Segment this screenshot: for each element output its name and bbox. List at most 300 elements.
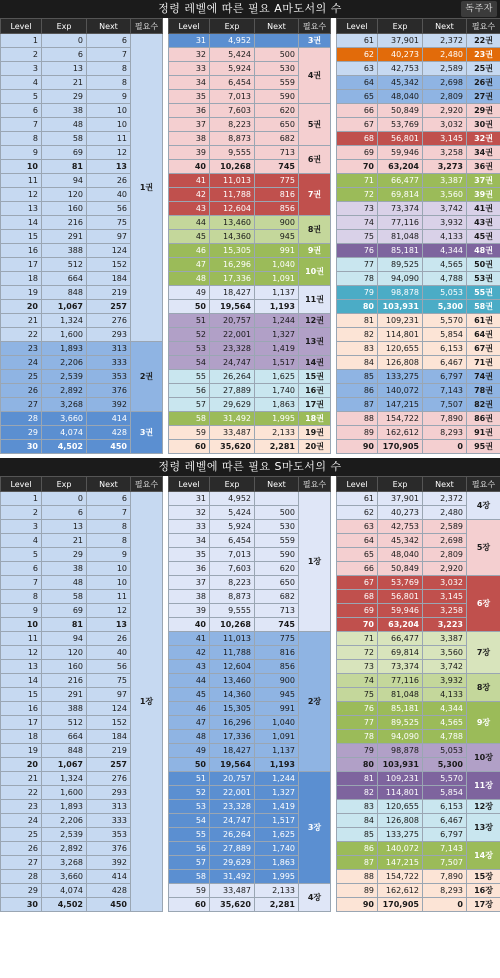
exp-cell: 160	[42, 660, 87, 674]
level-cell: 38	[169, 590, 210, 604]
next-cell: 276	[87, 314, 131, 328]
next-cell: 8	[87, 76, 131, 90]
exp-cell: 18,427	[210, 744, 255, 758]
next-cell: 10	[87, 576, 131, 590]
exp-cell: 2,539	[42, 828, 87, 842]
exp-cell: 94,090	[378, 730, 423, 744]
exp-cell: 1,600	[42, 328, 87, 342]
level-cell: 51	[169, 772, 210, 786]
level-cell: 7	[1, 118, 42, 132]
exp-cell: 23,328	[210, 800, 255, 814]
column-header: 필요수	[467, 19, 500, 34]
required-count-cell: 14권	[299, 356, 331, 370]
level-cell: 27	[1, 398, 42, 412]
exp-cell: 6	[42, 506, 87, 520]
next-cell: 26	[87, 174, 131, 188]
required-count-cell: 5권	[299, 104, 331, 146]
level-cell: 57	[169, 856, 210, 870]
next-cell: 1,091	[255, 730, 299, 744]
table-row	[1, 384, 500, 398]
next-cell: 219	[87, 286, 131, 300]
exp-cell: 5,924	[210, 520, 255, 534]
next-cell: 500	[255, 506, 299, 520]
next-cell: 40	[87, 646, 131, 660]
next-cell: 293	[87, 328, 131, 342]
level-cell: 89	[337, 884, 378, 898]
level-cell: 51	[169, 314, 210, 328]
level-cell: 10	[1, 618, 42, 632]
level-cell: 50	[169, 758, 210, 772]
exp-cell: 9,555	[210, 604, 255, 618]
exp-cell: 15,305	[210, 244, 255, 258]
required-count-cell: 1권	[131, 34, 163, 342]
exp-cell: 59,946	[378, 604, 423, 618]
exp-cell: 38	[42, 562, 87, 576]
exp-cell: 154,722	[378, 870, 423, 884]
level-cell: 30	[1, 898, 42, 912]
exp-cell: 147,215	[378, 398, 423, 412]
next-cell: 856	[255, 660, 299, 674]
level-cell: 65	[337, 548, 378, 562]
required-count-cell: 3장	[299, 772, 331, 884]
level-cell: 81	[337, 314, 378, 328]
level-cell: 9	[1, 604, 42, 618]
next-cell	[255, 492, 299, 506]
level-cell: 74	[337, 216, 378, 230]
exp-cell: 15,305	[210, 702, 255, 716]
required-count-cell: 58권	[467, 300, 500, 314]
table-row	[1, 174, 500, 188]
exp-cell: 29	[42, 548, 87, 562]
level-cell: 15	[1, 688, 42, 702]
level-cell: 62	[337, 506, 378, 520]
level-cell: 8	[1, 590, 42, 604]
next-cell: 900	[255, 674, 299, 688]
required-count-cell: 45권	[467, 230, 500, 244]
table-row	[1, 604, 500, 618]
exp-cell: 12,604	[210, 660, 255, 674]
next-cell: 1,740	[255, 842, 299, 856]
level-cell: 82	[337, 786, 378, 800]
exp-cell: 11,788	[210, 188, 255, 202]
level-cell: 49	[169, 286, 210, 300]
next-cell: 3,273	[423, 160, 467, 174]
exp-cell: 126,808	[378, 356, 423, 370]
column-header: Next	[87, 477, 131, 492]
exp-cell: 77,116	[378, 216, 423, 230]
next-cell: 1,137	[255, 744, 299, 758]
level-cell: 60	[169, 898, 210, 912]
next-cell: 56	[87, 660, 131, 674]
exp-cell: 8,223	[210, 118, 255, 132]
next-cell: 6	[87, 492, 131, 506]
level-cell: 54	[169, 814, 210, 828]
exp-cell: 22,001	[210, 786, 255, 800]
level-cell: 3	[1, 62, 42, 76]
level-cell: 3	[1, 520, 42, 534]
section-s	[0, 458, 500, 912]
next-cell: 428	[87, 426, 131, 440]
level-cell: 90	[337, 898, 378, 912]
exp-cell: 38	[42, 104, 87, 118]
table-row	[1, 286, 500, 300]
exp-cell: 291	[42, 688, 87, 702]
exp-cell: 3,268	[42, 398, 87, 412]
next-cell: 620	[255, 562, 299, 576]
next-cell: 2,133	[255, 426, 299, 440]
required-count-cell: 71권	[467, 356, 500, 370]
next-cell: 2,698	[423, 76, 467, 90]
next-cell: 682	[255, 132, 299, 146]
next-cell: 1,091	[255, 272, 299, 286]
required-count-cell: 22권	[467, 34, 500, 48]
next-cell: 816	[255, 188, 299, 202]
level-cell: 79	[337, 286, 378, 300]
exp-cell: 81	[42, 160, 87, 174]
table-row	[1, 674, 500, 688]
level-cell: 72	[337, 188, 378, 202]
exp-cell: 69	[42, 604, 87, 618]
next-cell: 392	[87, 856, 131, 870]
table-row	[1, 426, 500, 440]
level-cell: 56	[169, 384, 210, 398]
table-row	[1, 758, 500, 772]
section-a-title	[0, 0, 500, 18]
next-cell: 9	[87, 548, 131, 562]
level-cell: 71	[337, 632, 378, 646]
next-cell: 4,133	[423, 688, 467, 702]
table-row	[1, 884, 500, 898]
exp-cell: 14,360	[210, 688, 255, 702]
next-cell: 2,480	[423, 48, 467, 62]
level-cell: 6	[1, 562, 42, 576]
next-cell: 559	[255, 534, 299, 548]
table-row	[1, 48, 500, 62]
level-cell: 68	[337, 132, 378, 146]
required-count-cell: 34권	[467, 146, 500, 160]
level-cell: 25	[1, 370, 42, 384]
exp-cell: 2,206	[42, 814, 87, 828]
next-cell: 3,032	[423, 576, 467, 590]
exp-cell: 109,231	[378, 314, 423, 328]
exp-cell: 45,342	[378, 76, 423, 90]
level-cell: 67	[337, 118, 378, 132]
exp-cell: 216	[42, 674, 87, 688]
exp-cell: 19,564	[210, 300, 255, 314]
table-row	[1, 132, 500, 146]
level-cell: 77	[337, 258, 378, 272]
next-cell: 11	[87, 132, 131, 146]
required-count-cell: 10장	[467, 744, 500, 772]
level-cell: 80	[337, 300, 378, 314]
next-cell: 3,560	[423, 188, 467, 202]
level-cell: 64	[337, 76, 378, 90]
exp-cell: 160	[42, 202, 87, 216]
exp-cell: 1,067	[42, 300, 87, 314]
level-cell: 9	[1, 146, 42, 160]
column-header: Level	[1, 19, 42, 34]
next-cell: 4,344	[423, 702, 467, 716]
exp-cell: 27,889	[210, 842, 255, 856]
required-count-cell: 9권	[299, 244, 331, 258]
column-header: Next	[255, 477, 299, 492]
exp-cell: 89,525	[378, 258, 423, 272]
next-cell: 1,193	[255, 758, 299, 772]
next-cell: 276	[87, 772, 131, 786]
required-count-cell: 27권	[467, 90, 500, 104]
level-cell: 45	[169, 688, 210, 702]
required-count-cell: 26권	[467, 76, 500, 90]
next-cell: 56	[87, 202, 131, 216]
next-cell: 11	[87, 590, 131, 604]
exp-cell: 140,072	[378, 842, 423, 856]
exp-cell: 16,296	[210, 716, 255, 730]
column-header: 필요수	[299, 477, 331, 492]
next-cell: 353	[87, 828, 131, 842]
next-cell: 8,293	[423, 884, 467, 898]
table-a	[0, 18, 500, 454]
level-cell: 8	[1, 132, 42, 146]
level-cell: 23	[1, 342, 42, 356]
exp-cell: 53,769	[378, 118, 423, 132]
next-cell: 428	[87, 884, 131, 898]
level-cell: 88	[337, 412, 378, 426]
next-cell: 376	[87, 384, 131, 398]
next-cell: 75	[87, 216, 131, 230]
table-row	[1, 814, 500, 828]
required-count-cell: 50권	[467, 258, 500, 272]
level-cell: 83	[337, 342, 378, 356]
exp-cell: 12,604	[210, 202, 255, 216]
level-cell: 54	[169, 356, 210, 370]
exp-cell: 120	[42, 188, 87, 202]
required-count-cell: 20권	[299, 440, 331, 454]
table-row	[1, 786, 500, 800]
exp-cell: 73,374	[378, 660, 423, 674]
table-row	[1, 618, 500, 632]
level-cell: 28	[1, 412, 42, 426]
level-cell: 7	[1, 576, 42, 590]
next-cell: 9	[87, 90, 131, 104]
level-cell: 36	[169, 104, 210, 118]
next-cell: 1,995	[255, 870, 299, 884]
exp-cell: 8,873	[210, 132, 255, 146]
next-cell: 1,863	[255, 398, 299, 412]
next-cell: 559	[255, 76, 299, 90]
next-cell: 40	[87, 188, 131, 202]
table-row	[1, 856, 500, 870]
exp-cell: 216	[42, 216, 87, 230]
table-row	[1, 104, 500, 118]
required-count-cell: 12장	[467, 800, 500, 814]
next-cell: 1,327	[255, 786, 299, 800]
next-cell: 2,920	[423, 562, 467, 576]
table-s	[0, 476, 500, 912]
required-count-cell: 8장	[467, 674, 500, 702]
required-count-cell: 4장	[299, 884, 331, 912]
level-cell: 42	[169, 188, 210, 202]
exp-cell: 154,722	[378, 412, 423, 426]
level-cell: 11	[1, 174, 42, 188]
exp-cell: 2,539	[42, 370, 87, 384]
table-row	[1, 440, 500, 454]
next-cell: 1,040	[255, 258, 299, 272]
required-count-cell: 6장	[467, 576, 500, 632]
required-count-cell: 95권	[467, 440, 500, 454]
level-cell: 20	[1, 758, 42, 772]
table-row	[1, 216, 500, 230]
exp-cell: 19,564	[210, 758, 255, 772]
required-count-cell: 14장	[467, 842, 500, 870]
exp-cell: 35,620	[210, 440, 255, 454]
level-cell: 65	[337, 90, 378, 104]
level-cell: 4	[1, 534, 42, 548]
table-row	[1, 146, 500, 160]
table-row	[1, 160, 500, 174]
level-cell: 83	[337, 800, 378, 814]
level-cell: 24	[1, 356, 42, 370]
next-cell: 3,258	[423, 604, 467, 618]
required-count-cell: 53권	[467, 272, 500, 286]
exp-cell: 11,788	[210, 646, 255, 660]
level-cell: 47	[169, 258, 210, 272]
level-cell: 37	[169, 576, 210, 590]
required-count-cell: 4권	[299, 48, 331, 104]
exp-cell: 58	[42, 590, 87, 604]
next-cell: 4,133	[423, 230, 467, 244]
next-cell: 2,372	[423, 492, 467, 506]
author-badge: 독주자	[461, 1, 497, 17]
required-count-cell: 43권	[467, 216, 500, 230]
next-cell: 184	[87, 272, 131, 286]
exp-cell: 35,620	[210, 898, 255, 912]
next-cell: 8,293	[423, 426, 467, 440]
level-cell: 34	[169, 534, 210, 548]
exp-cell: 11,013	[210, 174, 255, 188]
exp-cell: 22,001	[210, 328, 255, 342]
next-cell: 313	[87, 342, 131, 356]
required-count-cell: 2권	[131, 342, 163, 412]
level-cell: 66	[337, 562, 378, 576]
level-cell: 46	[169, 244, 210, 258]
exp-cell: 58	[42, 132, 87, 146]
exp-cell: 56,801	[378, 132, 423, 146]
level-cell: 76	[337, 702, 378, 716]
level-cell: 13	[1, 660, 42, 674]
level-cell: 5	[1, 548, 42, 562]
column-header: 필요수	[131, 477, 163, 492]
exp-cell: 85,181	[378, 244, 423, 258]
next-cell: 775	[255, 174, 299, 188]
exp-cell: 69	[42, 146, 87, 160]
level-cell: 71	[337, 174, 378, 188]
next-cell: 184	[87, 730, 131, 744]
next-cell: 2,589	[423, 62, 467, 76]
next-cell: 590	[255, 90, 299, 104]
exp-cell: 170,905	[378, 440, 423, 454]
level-cell: 67	[337, 576, 378, 590]
next-cell: 4,565	[423, 716, 467, 730]
table-row	[1, 548, 500, 562]
level-cell: 58	[169, 870, 210, 884]
next-cell: 5,053	[423, 744, 467, 758]
table-row	[1, 34, 500, 48]
required-count-cell: 3권	[131, 412, 163, 454]
exp-cell: 69,814	[378, 646, 423, 660]
level-cell: 24	[1, 814, 42, 828]
exp-cell: 114,801	[378, 328, 423, 342]
level-cell: 84	[337, 814, 378, 828]
level-cell: 17	[1, 716, 42, 730]
exp-cell: 21	[42, 76, 87, 90]
exp-cell: 4,074	[42, 426, 87, 440]
next-cell: 682	[255, 590, 299, 604]
table-row	[1, 870, 500, 884]
level-cell: 32	[169, 506, 210, 520]
table-row	[1, 314, 500, 328]
exp-cell: 170,905	[378, 898, 423, 912]
exp-cell: 10,268	[210, 160, 255, 174]
next-cell: 2,281	[255, 440, 299, 454]
exp-cell: 109,231	[378, 772, 423, 786]
level-cell: 33	[169, 62, 210, 76]
next-cell: 6,153	[423, 342, 467, 356]
level-cell: 52	[169, 328, 210, 342]
exp-cell: 77,116	[378, 674, 423, 688]
exp-cell: 13,460	[210, 674, 255, 688]
next-cell: 2,809	[423, 548, 467, 562]
required-count-cell: 1장	[299, 492, 331, 632]
exp-cell: 94,090	[378, 272, 423, 286]
required-count-cell: 5장	[467, 520, 500, 576]
next-cell: 12	[87, 146, 131, 160]
table-row	[1, 744, 500, 758]
next-cell: 1,137	[255, 286, 299, 300]
required-count-cell: 23권	[467, 48, 500, 62]
required-count-cell: 39권	[467, 188, 500, 202]
level-cell: 22	[1, 328, 42, 342]
exp-cell: 1,324	[42, 314, 87, 328]
required-count-cell: 3권	[299, 34, 331, 48]
exp-cell: 5,424	[210, 506, 255, 520]
level-cell: 31	[169, 492, 210, 506]
exp-cell: 1,600	[42, 786, 87, 800]
level-cell: 50	[169, 300, 210, 314]
next-cell: 6,797	[423, 370, 467, 384]
exp-cell: 48	[42, 576, 87, 590]
exp-cell: 0	[42, 492, 87, 506]
required-count-cell: 78권	[467, 384, 500, 398]
exp-cell: 8,873	[210, 590, 255, 604]
exp-cell: 29	[42, 90, 87, 104]
table-row	[1, 188, 500, 202]
level-cell: 33	[169, 520, 210, 534]
next-cell: 1,327	[255, 328, 299, 342]
exp-cell: 66,477	[378, 632, 423, 646]
level-cell: 55	[169, 828, 210, 842]
level-cell: 60	[169, 440, 210, 454]
next-cell: 4,344	[423, 244, 467, 258]
next-cell: 3,145	[423, 132, 467, 146]
exp-cell: 45,342	[378, 534, 423, 548]
exp-cell: 21	[42, 534, 87, 548]
level-cell: 85	[337, 370, 378, 384]
exp-cell: 23,328	[210, 342, 255, 356]
level-cell: 19	[1, 286, 42, 300]
level-cell: 36	[169, 562, 210, 576]
next-cell: 7,507	[423, 398, 467, 412]
level-cell: 37	[169, 118, 210, 132]
